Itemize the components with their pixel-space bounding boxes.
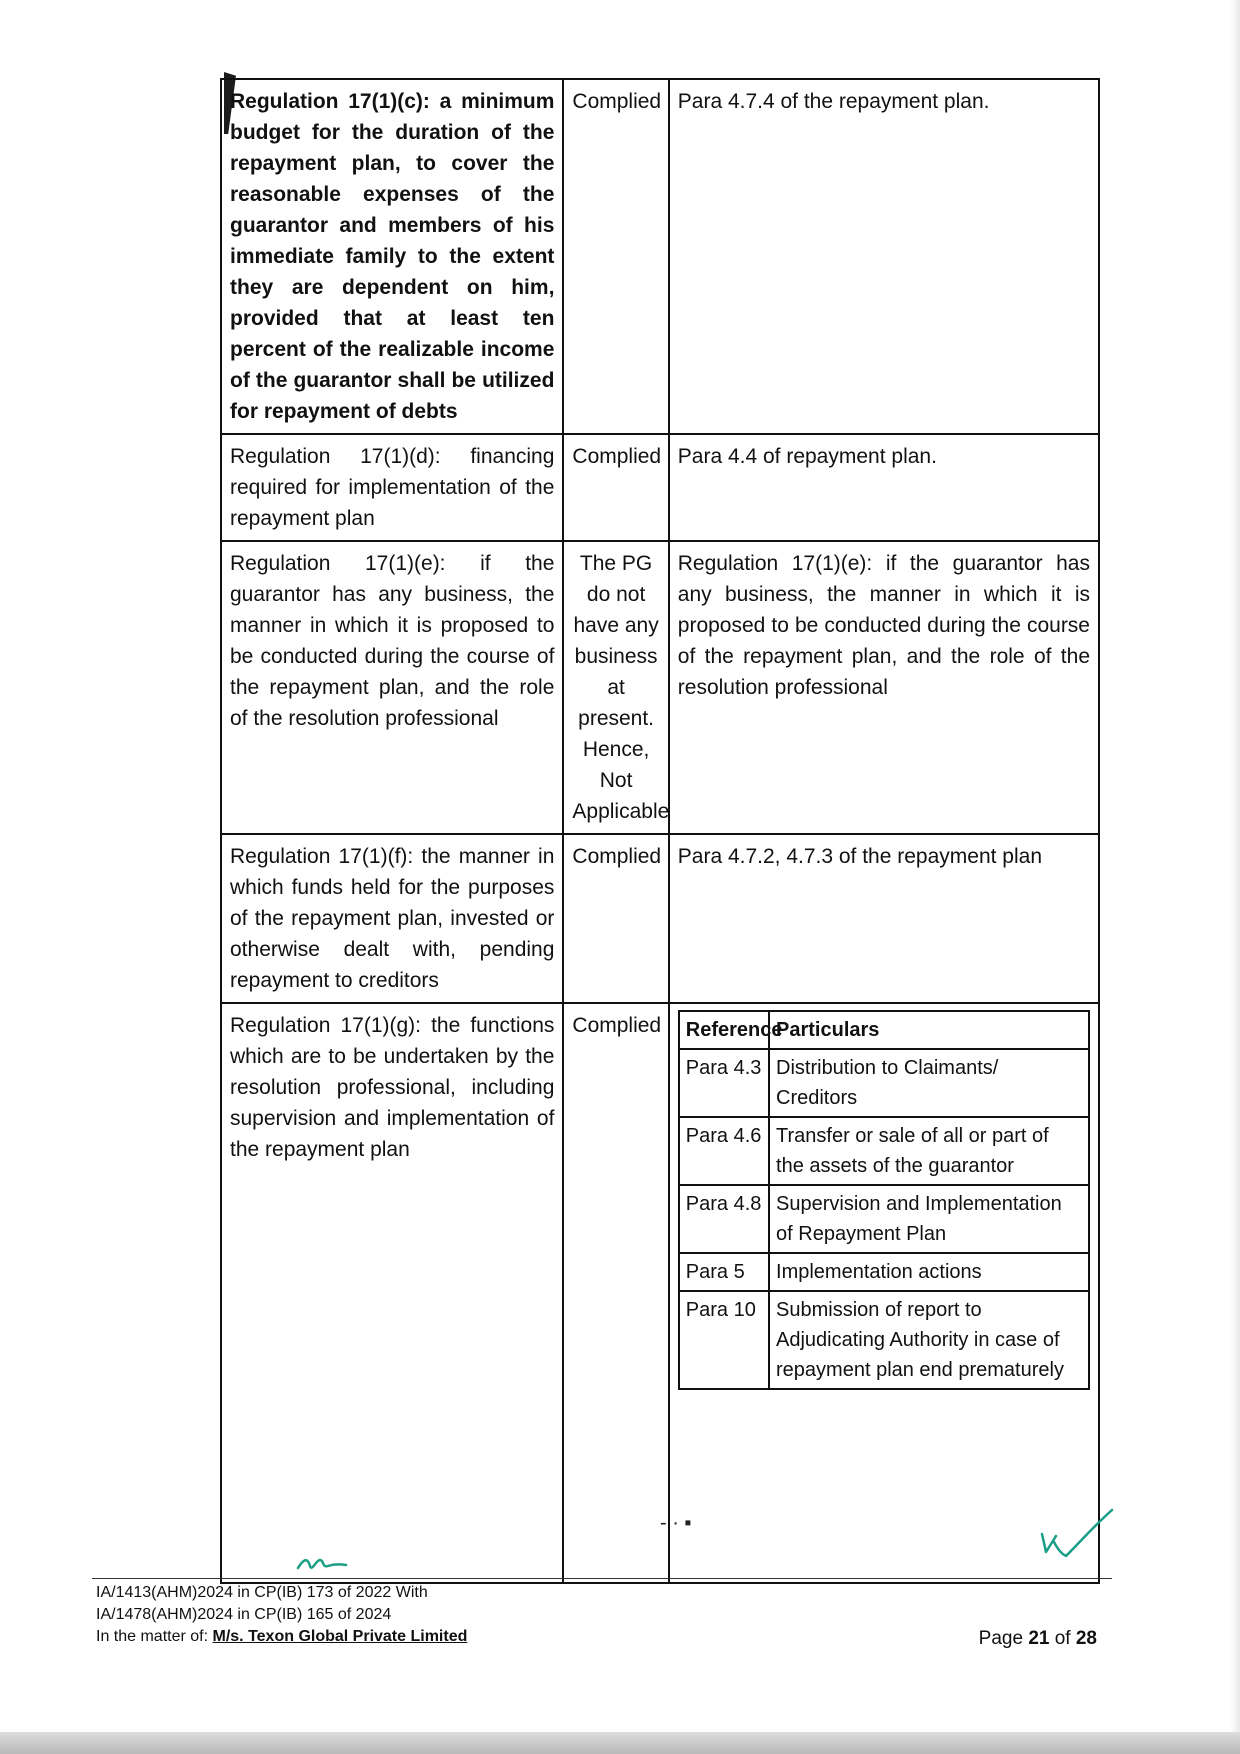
table-row bbox=[221, 541, 1099, 834]
subtable-header-particulars: Particulars bbox=[769, 1011, 1089, 1049]
subtable-row bbox=[679, 1291, 1089, 1389]
reference-subtable bbox=[678, 1010, 1090, 1390]
subtable-ref: Para 5 bbox=[679, 1253, 769, 1291]
subtable-row bbox=[679, 1253, 1089, 1291]
compliance-table-wrapper bbox=[220, 78, 1100, 1584]
footer-case-line-1: IA/1413(AHM)2024 in CP(IB) 173 of 2022 With bbox=[96, 1584, 428, 1601]
initials-signature-left bbox=[294, 1548, 354, 1578]
scan-speck: - · ▪ bbox=[660, 1512, 692, 1534]
footer-case-line-2: IA/1478(AHM)2024 in CP(IB) 165 of 2024 bbox=[96, 1606, 392, 1623]
table-row bbox=[221, 834, 1099, 1003]
subtable-particular: Implementation actions bbox=[769, 1253, 1089, 1291]
page-prefix: Page bbox=[978, 1628, 1029, 1649]
subtable-particular: Transfer or sale of all or part of the assets of the guarantor bbox=[769, 1117, 1089, 1185]
reference-cell: Para 4.7.4 of the repayment plan. bbox=[669, 79, 1099, 434]
status-cell: Complied bbox=[563, 834, 668, 1003]
footer bbox=[96, 1582, 467, 1648]
regulation-cell: Regulation 17(1)(f): the manner in which funds held for the purposes of the repayment plan, invested or otherwise dealt with, pending repayment to creditors bbox=[221, 834, 563, 1003]
subtable-ref: Para 10 bbox=[679, 1291, 769, 1389]
compliance-table bbox=[220, 78, 1100, 1584]
subtable-ref: Para 4.3 bbox=[679, 1049, 769, 1117]
status-cell: Complied bbox=[563, 1003, 668, 1583]
subtable-row bbox=[679, 1185, 1089, 1253]
page-total: 28 bbox=[1075, 1628, 1097, 1649]
scan-bottom-shadow bbox=[0, 1732, 1240, 1754]
subtable-particular: Submission of report to Adjudicating Authority in case of repayment plan end prematurely bbox=[769, 1291, 1089, 1389]
footer-matter-prefix: In the matter of: bbox=[96, 1628, 213, 1645]
subtable-ref: Para 4.6 bbox=[679, 1117, 769, 1185]
subtable-row bbox=[679, 1049, 1089, 1117]
initials-signature-right bbox=[1036, 1506, 1116, 1566]
reference-cell: Para 4.4 of repayment plan. bbox=[669, 434, 1099, 541]
subtable-particular: Distribution to Claimants/ Creditors bbox=[769, 1049, 1089, 1117]
subtable-header-row bbox=[679, 1011, 1089, 1049]
regulation-cell: Regulation 17(1)(d): financing required for implementation of the repayment plan bbox=[221, 434, 563, 541]
table-row bbox=[221, 79, 1099, 434]
page-of: of bbox=[1049, 1628, 1076, 1649]
regulation-cell: Regulation 17(1)(g): the functions which are to be undertaken by the resolution professional, including supervision and implementation of the repayment plan bbox=[221, 1003, 563, 1583]
footer-matter-line bbox=[96, 1626, 467, 1648]
subtable-row bbox=[679, 1117, 1089, 1185]
regulation-cell: Regulation 17(1)(c): a minimum budget for the duration of the repayment plan, to cover the reasonable expenses of the guarantor and members of his immediate family to the extent they are dependent on him, provided that at least ten percent of the realizable income of the guarantor shall be utilized for repayment of debts bbox=[221, 79, 563, 434]
status-cell: Complied bbox=[563, 434, 668, 541]
table-row bbox=[221, 1003, 1099, 1583]
page-current: 21 bbox=[1028, 1628, 1050, 1649]
subtable-header-reference: Reference bbox=[679, 1011, 769, 1049]
page-number bbox=[979, 1628, 1097, 1650]
regulation-cell: Regulation 17(1)(e): if the guarantor has any business, the manner in which it is proposed to be conducted during the course of the repayment plan, and the role of the resolution professional bbox=[221, 541, 563, 834]
scan-right-edge bbox=[1230, 0, 1240, 1754]
status-cell: Complied bbox=[563, 79, 668, 434]
footer-matter-name: M/s. Texon Global Private Limited bbox=[212, 1628, 468, 1645]
reference-cell: Para 4.7.2, 4.7.3 of the repayment plan bbox=[669, 834, 1099, 1003]
footer-divider bbox=[92, 1578, 1112, 1579]
status-cell: The PG do not have any business at present. Hence, Not Applicable bbox=[563, 541, 668, 834]
table-row bbox=[221, 434, 1099, 541]
subtable-ref: Para 4.8 bbox=[679, 1185, 769, 1253]
reference-cell: Regulation 17(1)(e): if the guarantor has any business, the manner in which it is proposed to be conducted during the course of the repayment plan, and the role of the resolution professional bbox=[669, 541, 1099, 834]
reference-cell bbox=[669, 1003, 1099, 1583]
subtable-particular: Supervision and Implementation of Repayment Plan bbox=[769, 1185, 1089, 1253]
